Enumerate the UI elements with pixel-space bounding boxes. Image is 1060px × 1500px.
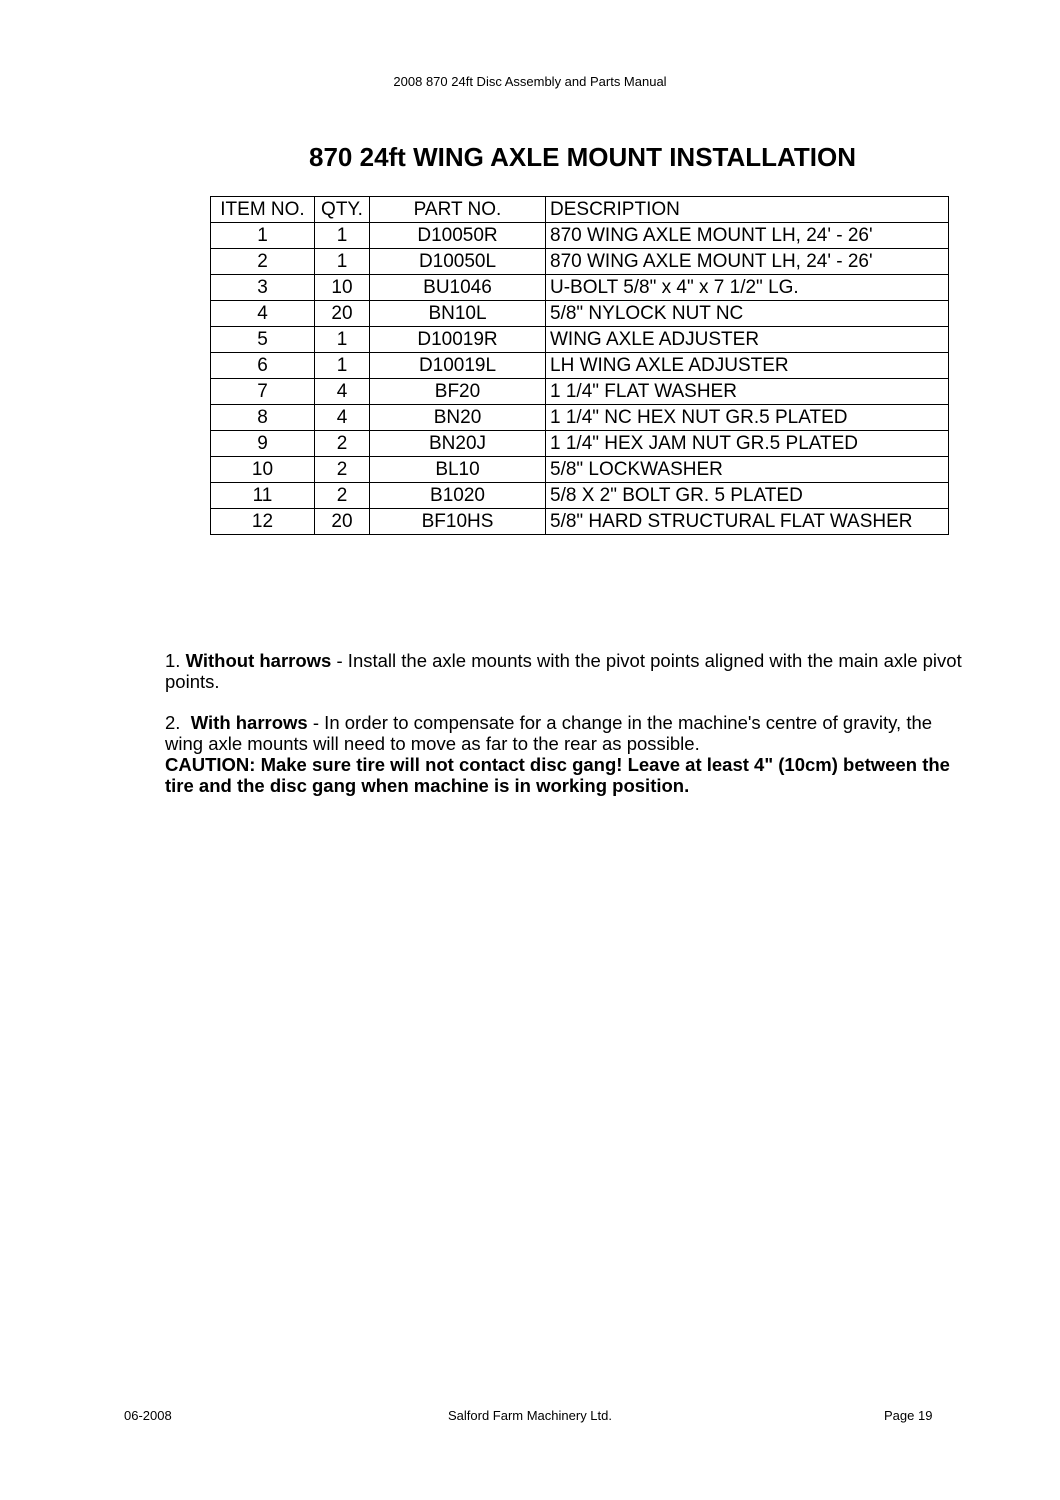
cell-description: 5/8" LOCKWASHER: [546, 457, 949, 483]
installation-notes: [165, 650, 975, 816]
cell-qty: 1: [315, 353, 370, 379]
footer-page-number: Page 19: [884, 1408, 933, 1423]
note-without-harrows: [165, 650, 975, 692]
cell-qty: 20: [315, 301, 370, 327]
cell-part-no: D10050R: [370, 223, 546, 249]
cell-item-no: 4: [211, 301, 315, 327]
cell-qty: 4: [315, 379, 370, 405]
cell-item-no: 10: [211, 457, 315, 483]
note-with-harrows: [165, 712, 975, 796]
table-header-row: [211, 197, 949, 223]
cell-description: 1 1/4" NC HEX NUT GR.5 PLATED: [546, 405, 949, 431]
table-row: [211, 249, 949, 275]
note-heading: With harrows: [190, 712, 308, 733]
cell-description: 5/8" HARD STRUCTURAL FLAT WASHER: [546, 509, 949, 535]
table-row: [211, 275, 949, 301]
parts-table-body: [211, 223, 949, 535]
cell-description: LH WING AXLE ADJUSTER: [546, 353, 949, 379]
table-row: [211, 327, 949, 353]
column-header-item-no: ITEM NO.: [211, 197, 315, 223]
parts-table: [210, 196, 949, 535]
cell-part-no: D10019R: [370, 327, 546, 353]
cell-description: U-BOLT 5/8" x 4" x 7 1/2" LG.: [546, 275, 949, 301]
cell-part-no: BN20: [370, 405, 546, 431]
footer-company: Salford Farm Machinery Ltd.: [447, 1408, 612, 1423]
table-row: [211, 353, 949, 379]
column-header-part-no: PART NO.: [370, 197, 546, 223]
cell-description: WING AXLE ADJUSTER: [546, 327, 949, 353]
cell-part-no: BN20J: [370, 431, 546, 457]
cell-item-no: 8: [211, 405, 315, 431]
cell-description: 5/8" NYLOCK NUT NC: [546, 301, 949, 327]
caution-text: CAUTION: Make sure tire will not contact disc gang! Leave at least 4" (10cm) between the tire and the disc gang when machine is in working position.: [165, 754, 950, 796]
cell-item-no: 11: [211, 483, 315, 509]
cell-item-no: 12: [211, 509, 315, 535]
table-row: [211, 431, 949, 457]
cell-qty: 1: [315, 249, 370, 275]
table-row: [211, 223, 949, 249]
cell-part-no: D10050L: [370, 249, 546, 275]
note-text: - Install the axle mounts with the pivot points aligned with the main axle pivot points.: [165, 650, 962, 692]
cell-qty: 2: [315, 431, 370, 457]
column-header-qty: QTY.: [315, 197, 370, 223]
cell-item-no: 7: [211, 379, 315, 405]
cell-qty: 2: [315, 483, 370, 509]
cell-item-no: 9: [211, 431, 315, 457]
cell-description: 1 1/4" FLAT WASHER: [546, 379, 949, 405]
note-heading: Without harrows: [185, 650, 332, 671]
table-row: [211, 405, 949, 431]
cell-item-no: 2: [211, 249, 315, 275]
table-row: [211, 509, 949, 535]
cell-item-no: 6: [211, 353, 315, 379]
cell-item-no: 3: [211, 275, 315, 301]
cell-item-no: 1: [211, 223, 315, 249]
page-title: 870 24ft WING AXLE MOUNT INSTALLATION: [309, 142, 856, 172]
cell-item-no: 5: [211, 327, 315, 353]
table-row: [211, 483, 949, 509]
table-row: [211, 379, 949, 405]
cell-part-no: D10019L: [370, 353, 546, 379]
cell-part-no: BL10: [370, 457, 546, 483]
table-row: [211, 457, 949, 483]
note-number: 2.: [165, 712, 181, 733]
cell-qty: 1: [315, 327, 370, 353]
cell-description: 1 1/4" HEX JAM NUT GR.5 PLATED: [546, 431, 949, 457]
column-header-description: DESCRIPTION: [546, 197, 949, 223]
note-text: - In order to compensate for a change in the machine's centre of gravity, the wing axle mounts will need to move as far to the rear as possible.: [165, 712, 933, 754]
note-number: 1.: [165, 650, 181, 671]
cell-part-no: BF10HS: [370, 509, 546, 535]
cell-part-no: BF20: [370, 379, 546, 405]
table-row: [211, 301, 949, 327]
cell-qty: 20: [315, 509, 370, 535]
cell-description: 870 WING AXLE MOUNT LH, 24' - 26': [546, 223, 949, 249]
cell-part-no: BU1046: [370, 275, 546, 301]
cell-description: 5/8 X 2" BOLT GR. 5 PLATED: [546, 483, 949, 509]
cell-part-no: B1020: [370, 483, 546, 509]
cell-qty: 4: [315, 405, 370, 431]
cell-qty: 10: [315, 275, 370, 301]
running-header: 2008 870 24ft Disc Assembly and Parts Manual: [393, 74, 667, 89]
cell-qty: 2: [315, 457, 370, 483]
footer-date: 06-2008: [124, 1408, 172, 1423]
cell-qty: 1: [315, 223, 370, 249]
cell-description: 870 WING AXLE MOUNT LH, 24' - 26': [546, 249, 949, 275]
cell-part-no: BN10L: [370, 301, 546, 327]
